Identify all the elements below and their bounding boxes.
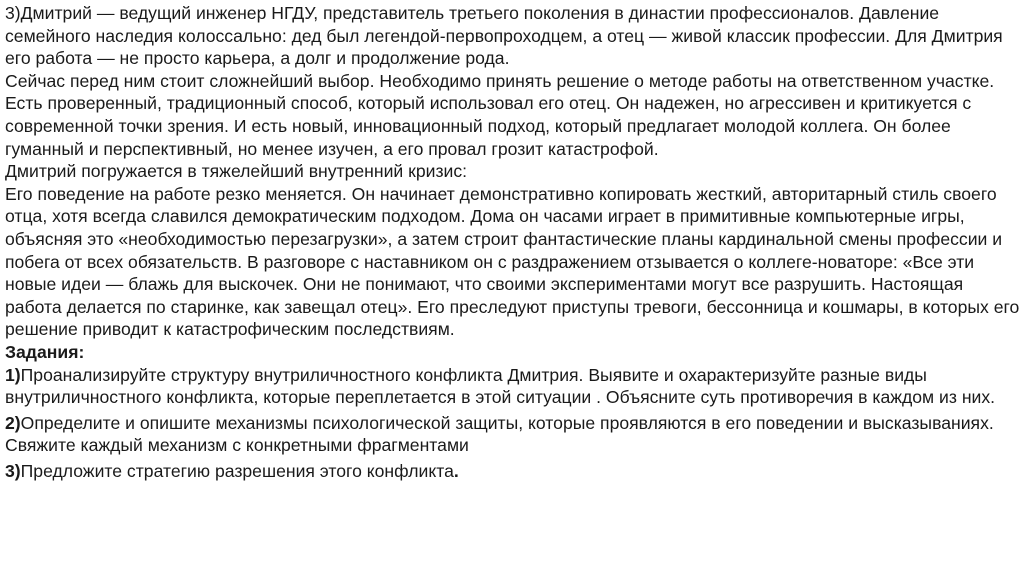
task-text: Проанализируйте структуру внутриличностного конфликта Дмитрия. Выявите и охарактеризуйте разные виды внутриличностного конфликта, которые переплетается в этой ситуации . Объясните суть противоречия в каждом из них. (5, 364, 996, 408)
task-item-3 (5, 460, 1020, 483)
task-number: 2) (5, 412, 21, 433)
choice-paragraph: Сейчас перед ним стоит сложнейший выбор. Необходимо принять решение о методе работы на ответственном участке. Есть проверенный, традиционный способ, который использовал его отец. Он надежен, но агрессивен и критикуется с современной точки зрения. И есть новый, инновационный подход, который предлагает молодой коллега. Он более гуманный и перспективный, но менее изучен, а его провал грозит катастрофой. (5, 70, 995, 159)
task-number: 1) (5, 364, 21, 385)
task-item-2 (5, 412, 1020, 457)
crisis-intro-line: Дмитрий погружается в тяжелейший внутренний кризис: (5, 161, 468, 182)
task-number: 3) (5, 460, 21, 481)
task-end-period: . (453, 460, 459, 481)
task-text: Определите и опишите механизмы психологической защиты, которые проявляются в его поведении и высказываниях. Свяжите каждый механизм с конкретными фрагментами (5, 412, 994, 456)
task-text: Предложите стратегию разрешения этого конфликта (20, 460, 454, 481)
document-page (5, 2, 1020, 482)
intro-paragraph: 3)Дмитрий — ведущий инженер НГДУ, представитель третьего поколения в династии профессионалов. Давление семейного наследия колоссально: дед был легендой-первопроходцем, а отец — живой классик профессии. Для Дмитрия его работа — не просто карьера, а долг и продолжение рода. (5, 3, 1003, 69)
task-item-1 (5, 364, 1020, 409)
tasks-heading: Задания: (5, 341, 85, 362)
crisis-paragraph: Его поведение на работе резко меняется. Он начинает демонстративно копировать жесткий, авторитарный стиль своего отца, хотя всегда славился демократическим подходом. Дома он часами играет в примитивные компьютерные игры, объясняя это «необходимостью перезагрузки», а затем строит фантастические планы кардинальной смены профессии и побега от всех обязательств. В разговоре с наставником он с раздражением отзывается о коллеге-новаторе: «Все эти новые идеи — блажь для выскочек. Они не понимают, что своими экспериментами могут все разрушить. Настоящая работа делается по старинке, как завещал отец». Его преследуют приступы тревоги, бессонница и кошмары, в которых его решение приводит к катастрофическим последствиям. (5, 183, 1020, 340)
